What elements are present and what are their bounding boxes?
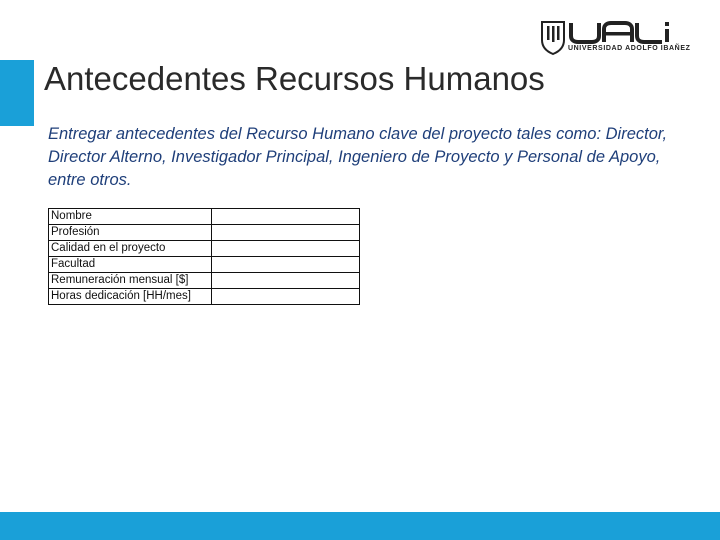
title-accent-bar [0, 60, 34, 126]
logo-caption: UNIVERSIDAD ADOLFO IBAÑEZ [568, 45, 691, 52]
table-row [49, 209, 360, 225]
slide-title: Antecedentes Recursos Humanos [44, 60, 545, 97]
table-row [49, 225, 360, 241]
table-row [49, 257, 360, 273]
row-label: Nombre [49, 209, 212, 225]
row-label: Calidad en el proyecto [49, 241, 212, 257]
table-row [49, 289, 360, 305]
table-row [49, 273, 360, 289]
footer-accent-bar [0, 512, 720, 540]
slide-description: Entregar antecedentes del Recurso Humano clave del proyecto tales como: Director, Director Alterno, Investigador Principal, Ingeniero de Proyecto y Personal de Apoyo, entre otros. [48, 125, 668, 189]
row-label: Profesión [49, 225, 212, 241]
row-value-field[interactable] [212, 273, 360, 289]
row-label: Remuneración mensual [$] [49, 273, 212, 289]
row-label: Horas dedicación [HH/mes] [49, 289, 212, 305]
table-row [49, 241, 360, 257]
row-value-field[interactable] [212, 225, 360, 241]
row-value-field[interactable] [212, 257, 360, 273]
row-value-field[interactable] [212, 289, 360, 305]
row-value-field[interactable] [212, 209, 360, 225]
row-value-field[interactable] [212, 241, 360, 257]
human-resources-table [48, 208, 360, 305]
row-label: Facultad [49, 257, 212, 273]
